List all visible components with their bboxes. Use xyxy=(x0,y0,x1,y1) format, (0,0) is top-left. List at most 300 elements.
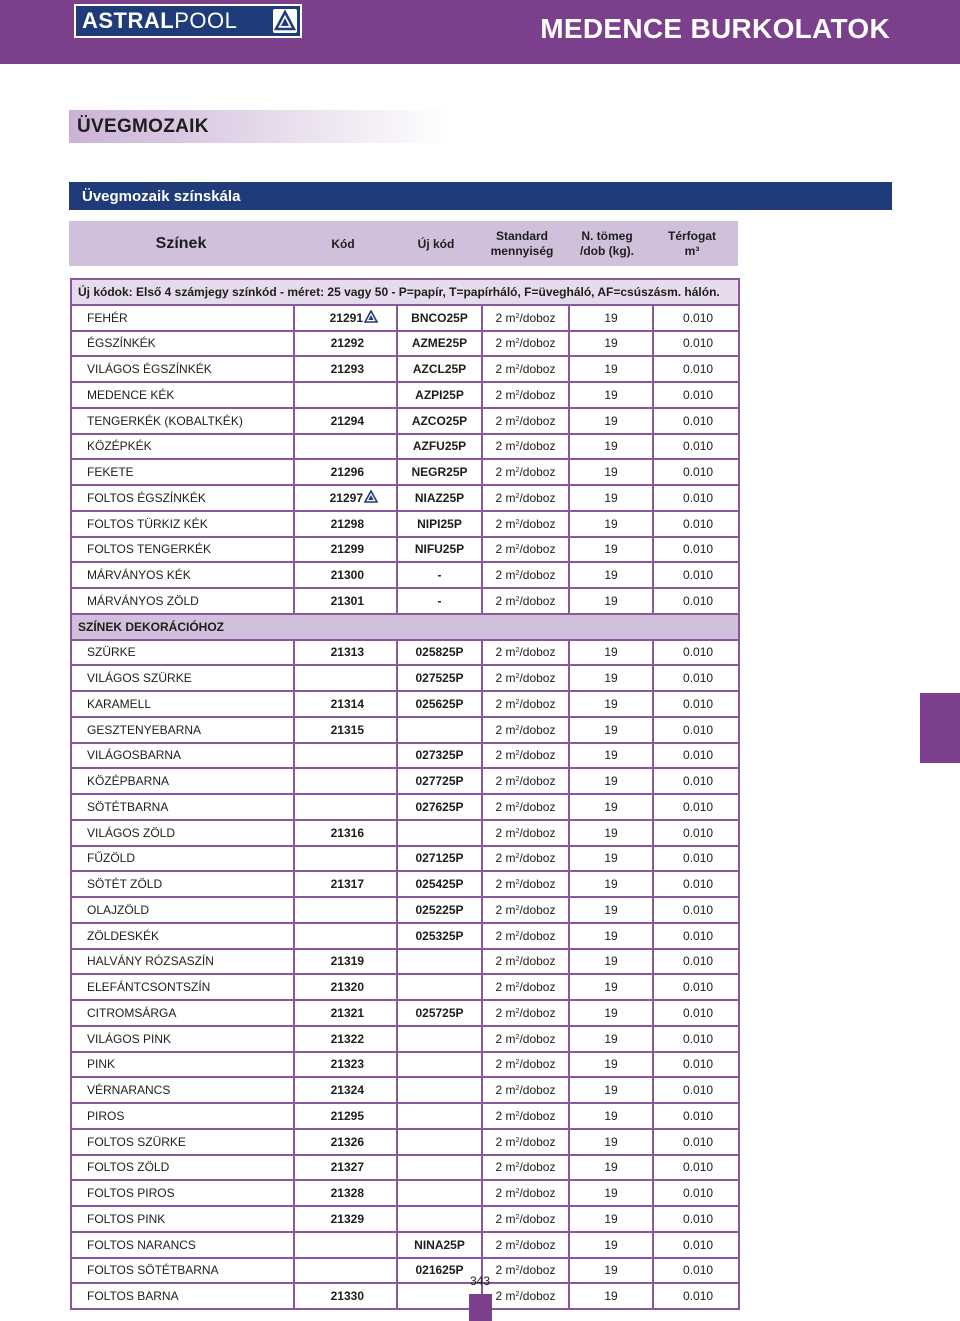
logo-text: ASTRALPOOL xyxy=(82,8,238,33)
standard-quantity-cell: 2 $m^2$/doboz xyxy=(482,511,569,537)
color-name-cell: SZÜRKE xyxy=(71,640,294,666)
new-code-cell: BNCO25P xyxy=(397,305,482,331)
code-value: 21319 xyxy=(330,954,364,969)
standard-quantity-cell: 2 $m^2$/doboz xyxy=(482,717,569,743)
volume-cell: 0.010 xyxy=(653,562,739,588)
code-value: 21316 xyxy=(330,825,364,840)
new-code-cell: AZCO25P xyxy=(397,408,482,434)
volume-cell: 0.010 xyxy=(653,356,739,382)
volume-cell: 0.010 xyxy=(653,1103,739,1129)
new-code-cell: 027725P xyxy=(397,768,482,794)
new-code-cell xyxy=(397,1206,482,1232)
net-weight-cell: 19 xyxy=(569,1283,653,1309)
color-name-cell: ÉGSZÍNKÉK xyxy=(71,331,294,357)
table-row xyxy=(71,1129,739,1155)
color-name-cell: FOLTOS BARNA xyxy=(71,1283,294,1309)
net-weight-cell: 19 xyxy=(569,331,653,357)
decoration-colors-group-label: SZÍNEK DEKORÁCIÓHOZ xyxy=(71,614,739,640)
volume-cell: 0.010 xyxy=(653,1258,739,1284)
volume-cell: 0.010 xyxy=(653,974,739,1000)
code-cell xyxy=(294,820,397,846)
color-name-cell: VÉRNARANCS xyxy=(71,1077,294,1103)
net-weight-cell: 19 xyxy=(569,356,653,382)
code-value: 21323 xyxy=(330,1057,364,1072)
net-weight-cell: 19 xyxy=(569,537,653,563)
code-value: 21299 xyxy=(330,542,364,557)
net-weight-cell: 19 xyxy=(569,1206,653,1232)
code-value: 21324 xyxy=(330,1083,364,1098)
standard-quantity-cell: 2 $m^2$/doboz xyxy=(482,1206,569,1232)
net-weight-cell: 19 xyxy=(569,511,653,537)
volume-cell: 0.010 xyxy=(653,459,739,485)
new-code-cell xyxy=(397,949,482,975)
color-name-cell: FOLTOS SZÜRKE xyxy=(71,1129,294,1155)
color-name-cell: FOLTOS NARANCS xyxy=(71,1232,294,1258)
standard-quantity-cell: 2 $m^2$/doboz xyxy=(482,794,569,820)
table-row xyxy=(71,588,739,614)
code-cell xyxy=(294,1052,397,1078)
table-row xyxy=(71,923,739,949)
code-value: 21315 xyxy=(330,722,364,737)
new-code-cell: AZCL25P xyxy=(397,356,482,382)
volume-cell: 0.010 xyxy=(653,537,739,563)
net-weight-cell: 19 xyxy=(569,434,653,460)
standard-quantity-cell: 2 $m^2$/doboz xyxy=(482,588,569,614)
standard-quantity-cell: 2 $m^2$/doboz xyxy=(482,949,569,975)
column-header-ntomeg: N. tömeg /dob (kg). xyxy=(580,228,634,258)
volume-cell: 0.010 xyxy=(653,588,739,614)
color-name-cell: CITROMSÁRGA xyxy=(71,1000,294,1026)
volume-cell: 0.010 xyxy=(653,305,739,331)
new-code-cell: 021625P xyxy=(397,1258,482,1284)
page-header xyxy=(0,0,960,64)
net-weight-cell: 19 xyxy=(569,717,653,743)
standard-quantity-cell: 2 $m^2$/doboz xyxy=(482,897,569,923)
standard-quantity-cell: 2 $m^2$/doboz xyxy=(482,1026,569,1052)
table-row xyxy=(71,1000,739,1026)
color-name-cell: VILÁGOS ÉGSZÍNKÉK xyxy=(71,356,294,382)
side-tab-marker xyxy=(920,693,960,763)
table-row xyxy=(71,974,739,1000)
volume-cell: 0.010 xyxy=(653,1206,739,1232)
net-weight-cell: 19 xyxy=(569,768,653,794)
column-header-uj-kod: Új kód xyxy=(417,236,455,251)
code-cell xyxy=(294,794,397,820)
net-weight-cell: 19 xyxy=(569,1129,653,1155)
new-code-cell: AZME25P xyxy=(397,331,482,357)
volume-cell: 0.010 xyxy=(653,949,739,975)
standard-quantity-cell: 2 $m^2$/doboz xyxy=(482,691,569,717)
volume-cell: 0.010 xyxy=(653,691,739,717)
color-name-cell: MEDENCE KÉK xyxy=(71,382,294,408)
code-cell xyxy=(294,588,397,614)
standard-quantity-cell: 2 $m^2$/doboz xyxy=(482,1180,569,1206)
color-name-cell: ZÖLDESKÉK xyxy=(71,923,294,949)
column-header-szinek: Színek xyxy=(155,234,207,252)
standard-quantity-cell: 2 $m^2$/doboz xyxy=(482,846,569,872)
color-name-cell: VILÁGOSBARNA xyxy=(71,743,294,769)
code-cell xyxy=(294,949,397,975)
table-row xyxy=(71,408,739,434)
code-value: 21327 xyxy=(330,1160,364,1175)
standard-quantity-cell: 2 $m^2$/doboz xyxy=(482,331,569,357)
new-code-cell: 025225P xyxy=(397,897,482,923)
code-cell xyxy=(294,434,397,460)
color-name-cell: FŰZÖLD xyxy=(71,846,294,872)
code-cell xyxy=(294,1077,397,1103)
new-code-cell xyxy=(397,1026,482,1052)
net-weight-cell: 19 xyxy=(569,1232,653,1258)
table-row xyxy=(71,665,739,691)
volume-cell: 0.010 xyxy=(653,1026,739,1052)
color-name-cell: KÖZÉPBARNA xyxy=(71,768,294,794)
net-weight-cell: 19 xyxy=(569,1052,653,1078)
code-format-note xyxy=(71,279,739,305)
color-name-cell: FOLTOS PIROS xyxy=(71,1180,294,1206)
net-weight-cell: 19 xyxy=(569,794,653,820)
volume-cell: 0.010 xyxy=(653,768,739,794)
color-name-cell: VILÁGOS SZÜRKE xyxy=(71,665,294,691)
standard-quantity-cell: 2 $m^2$/doboz xyxy=(482,1103,569,1129)
new-code-cell: NIPI25P xyxy=(397,511,482,537)
new-code-cell: NIFU25P xyxy=(397,537,482,563)
code-value: 21320 xyxy=(330,980,364,995)
net-weight-cell: 19 xyxy=(569,1155,653,1181)
code-cell xyxy=(294,305,397,331)
page-number: 343 xyxy=(469,1274,491,1288)
table-row xyxy=(71,640,739,666)
code-value: 21329 xyxy=(330,1211,364,1226)
table-row xyxy=(71,846,739,872)
new-code-cell xyxy=(397,974,482,1000)
table-row xyxy=(71,949,739,975)
code-cell xyxy=(294,923,397,949)
column-header-standard: Standard mennyiség xyxy=(490,228,554,258)
new-code-cell: 027125P xyxy=(397,846,482,872)
code-cell xyxy=(294,691,397,717)
table-row xyxy=(71,1103,739,1129)
volume-cell: 0.010 xyxy=(653,1155,739,1181)
color-name-cell: FOLTOS TÜRKIZ KÉK xyxy=(71,511,294,537)
new-code-cell: - xyxy=(397,588,482,614)
table-row xyxy=(71,1180,739,1206)
table-row xyxy=(71,1283,739,1309)
color-name-cell: SÖTÉTBARNA xyxy=(71,794,294,820)
new-code-cell: 025425P xyxy=(397,871,482,897)
code-cell xyxy=(294,1155,397,1181)
volume-cell: 0.010 xyxy=(653,408,739,434)
new-code-cell xyxy=(397,1052,482,1078)
table-row xyxy=(71,511,739,537)
decoration-colors-group xyxy=(71,614,739,640)
code-value: 21300 xyxy=(330,568,364,583)
table-row xyxy=(71,743,739,769)
volume-cell: 0.010 xyxy=(653,820,739,846)
table-row xyxy=(71,331,739,357)
table-row xyxy=(71,1258,739,1284)
volume-cell: 0.010 xyxy=(653,1232,739,1258)
code-cell xyxy=(294,640,397,666)
new-code-cell: AZPI25P xyxy=(397,382,482,408)
standard-quantity-cell: 2 $m^2$/doboz xyxy=(482,562,569,588)
net-weight-cell: 19 xyxy=(569,562,653,588)
new-code-cell: 025325P xyxy=(397,923,482,949)
standard-quantity-cell: 2 $m^2$/doboz xyxy=(482,305,569,331)
volume-cell: 0.010 xyxy=(653,382,739,408)
code-cell xyxy=(294,331,397,357)
net-weight-cell: 19 xyxy=(569,743,653,769)
section-title: ÜVEGMOZAIK xyxy=(69,110,449,143)
color-table xyxy=(70,278,740,1310)
table-row xyxy=(71,1077,739,1103)
standard-quantity-cell: 2 $m^2$/doboz xyxy=(482,820,569,846)
code-cell xyxy=(294,1000,397,1026)
code-value: 21314 xyxy=(330,696,364,711)
color-name-cell: FEHÉR xyxy=(71,305,294,331)
volume-cell: 0.010 xyxy=(653,485,739,511)
color-name-cell: MÁRVÁNYOS ZÖLD xyxy=(71,588,294,614)
standard-quantity-cell: 2 $m^2$/doboz xyxy=(482,1283,569,1309)
net-weight-cell: 19 xyxy=(569,305,653,331)
color-name-cell: GESZTENYEBARNA xyxy=(71,717,294,743)
code-value: 21301 xyxy=(330,593,364,608)
code-cell xyxy=(294,768,397,794)
code-cell xyxy=(294,717,397,743)
volume-cell: 0.010 xyxy=(653,331,739,357)
code-value: 21294 xyxy=(330,413,364,428)
net-weight-cell: 19 xyxy=(569,949,653,975)
volume-cell: 0.010 xyxy=(653,1000,739,1026)
volume-cell: 0.010 xyxy=(653,1283,739,1309)
astralpool-logo xyxy=(74,4,302,38)
code-cell xyxy=(294,485,397,511)
standard-quantity-cell: 2 $m^2$/doboz xyxy=(482,356,569,382)
net-weight-cell: 19 xyxy=(569,382,653,408)
standard-quantity-cell: 2 $m^2$/doboz xyxy=(482,665,569,691)
new-code-cell xyxy=(397,1155,482,1181)
net-weight-cell: 19 xyxy=(569,1103,653,1129)
standard-quantity-cell: 2 $m^2$/doboz xyxy=(482,1155,569,1181)
new-code-cell: 025825P xyxy=(397,640,482,666)
code-cell xyxy=(294,382,397,408)
color-name-cell: FOLTOS ZÖLD xyxy=(71,1155,294,1181)
volume-cell: 0.010 xyxy=(653,871,739,897)
net-weight-cell: 19 xyxy=(569,459,653,485)
new-code-cell xyxy=(397,717,482,743)
code-value: 21328 xyxy=(330,1186,364,1201)
table-row xyxy=(71,691,739,717)
code-value: 21292 xyxy=(330,336,364,351)
volume-cell: 0.010 xyxy=(653,1077,739,1103)
new-code-cell: NEGR25P xyxy=(397,459,482,485)
color-name-cell: PINK xyxy=(71,1052,294,1078)
net-weight-cell: 19 xyxy=(569,1077,653,1103)
standard-quantity-cell: 2 $m^2$/doboz xyxy=(482,640,569,666)
page-title: MEDENCE BURKOLATOK xyxy=(540,13,890,44)
code-cell xyxy=(294,846,397,872)
triangle-logo-icon xyxy=(364,490,378,504)
volume-cell: 0.010 xyxy=(653,1129,739,1155)
new-code-cell: NIAZ25P xyxy=(397,485,482,511)
code-cell xyxy=(294,1283,397,1309)
standard-quantity-cell: 2 $m^2$/doboz xyxy=(482,743,569,769)
table-row xyxy=(71,1026,739,1052)
color-name-cell: TENGERKÉK (KOBALTKÉK) xyxy=(71,408,294,434)
table-row xyxy=(71,305,739,331)
color-name-cell: MÁRVÁNYOS KÉK xyxy=(71,562,294,588)
code-value: 21330 xyxy=(330,1289,364,1304)
color-name-cell: ELEFÁNTCSONTSZÍN xyxy=(71,974,294,1000)
code-cell xyxy=(294,665,397,691)
standard-quantity-cell: 2 $m^2$/doboz xyxy=(482,871,569,897)
code-cell xyxy=(294,1103,397,1129)
volume-cell: 0.010 xyxy=(653,511,739,537)
code-cell xyxy=(294,1206,397,1232)
standard-quantity-cell: 2 $m^2$/doboz xyxy=(482,768,569,794)
color-name-cell: HALVÁNY RÓZSASZÍN xyxy=(71,949,294,975)
column-header-kod: Kód xyxy=(331,236,355,251)
code-value: 21295 xyxy=(330,1108,364,1123)
volume-cell: 0.010 xyxy=(653,1052,739,1078)
color-name-cell: VILÁGOS PINK xyxy=(71,1026,294,1052)
table-row xyxy=(71,1052,739,1078)
code-cell xyxy=(294,974,397,1000)
code-value: 21291 xyxy=(329,310,363,325)
standard-quantity-cell: 2 $m^2$/doboz xyxy=(482,1000,569,1026)
table-row xyxy=(71,717,739,743)
net-weight-cell: 19 xyxy=(569,871,653,897)
code-value: 21296 xyxy=(330,465,364,480)
table-row xyxy=(71,485,739,511)
volume-cell: 0.010 xyxy=(653,923,739,949)
table-row xyxy=(71,820,739,846)
new-code-cell: AZFU25P xyxy=(397,434,482,460)
standard-quantity-cell: 2 $m^2$/doboz xyxy=(482,974,569,1000)
standard-quantity-cell: 2 $m^2$/doboz xyxy=(482,434,569,460)
subsection-title: Üvegmozaik színskála xyxy=(69,182,892,210)
code-cell xyxy=(294,1232,397,1258)
code-value: 21326 xyxy=(330,1134,364,1149)
column-header-terfogat: Térfogat m³ xyxy=(668,228,716,258)
new-code-cell: 025625P xyxy=(397,691,482,717)
color-name-cell: FOLTOS SÖTÉTBARNA xyxy=(71,1258,294,1284)
table-row xyxy=(71,356,739,382)
net-weight-cell: 19 xyxy=(569,1180,653,1206)
volume-cell: 0.010 xyxy=(653,794,739,820)
net-weight-cell: 19 xyxy=(569,485,653,511)
table-row xyxy=(71,871,739,897)
table-row xyxy=(71,382,739,408)
standard-quantity-cell: 2 $m^2$/doboz xyxy=(482,1232,569,1258)
volume-cell: 0.010 xyxy=(653,434,739,460)
code-cell xyxy=(294,871,397,897)
net-weight-cell: 19 xyxy=(569,408,653,434)
volume-cell: 0.010 xyxy=(653,846,739,872)
color-name-cell: KÖZÉPKÉK xyxy=(71,434,294,460)
triangle-logo-icon xyxy=(364,310,378,324)
logo-triangle-icon xyxy=(273,9,297,33)
color-name-cell: OLAJZÖLD xyxy=(71,897,294,923)
code-cell xyxy=(294,537,397,563)
volume-cell: 0.010 xyxy=(653,717,739,743)
new-code-cell: - xyxy=(397,562,482,588)
code-cell xyxy=(294,1258,397,1284)
net-weight-cell: 19 xyxy=(569,665,653,691)
new-code-cell xyxy=(397,1103,482,1129)
code-cell xyxy=(294,897,397,923)
code-cell xyxy=(294,511,397,537)
code-cell xyxy=(294,743,397,769)
standard-quantity-cell: 2 $m^2$/doboz xyxy=(482,1258,569,1284)
code-value: 21313 xyxy=(330,645,364,660)
color-name-cell: FOLTOS PINK xyxy=(71,1206,294,1232)
volume-cell: 0.010 xyxy=(653,743,739,769)
standard-quantity-cell: 2 $m^2$/doboz xyxy=(482,408,569,434)
table-row xyxy=(71,1155,739,1181)
new-code-cell: NINA25P xyxy=(397,1232,482,1258)
new-code-cell: 027525P xyxy=(397,665,482,691)
code-value: 21298 xyxy=(330,516,364,531)
code-cell xyxy=(294,408,397,434)
volume-cell: 0.010 xyxy=(653,665,739,691)
code-cell xyxy=(294,1026,397,1052)
standard-quantity-cell: 2 $m^2$/doboz xyxy=(482,537,569,563)
color-name-cell: FEKETE xyxy=(71,459,294,485)
table-row xyxy=(71,768,739,794)
net-weight-cell: 19 xyxy=(569,640,653,666)
code-format-note-label: Új kódok: Első 4 számjegy színkód - méret: 25 vagy 50 - P=papír, T=papírháló, F=üvegháló, AF=csúszásm. hálón. xyxy=(71,279,739,305)
net-weight-cell: 19 xyxy=(569,1000,653,1026)
standard-quantity-cell: 2 $m^2$/doboz xyxy=(482,923,569,949)
color-name-cell: SÖTÉT ZÖLD xyxy=(71,871,294,897)
net-weight-cell: 19 xyxy=(569,588,653,614)
table-row xyxy=(71,537,739,563)
color-name-cell: FOLTOS ÉGSZÍNKÉK xyxy=(71,485,294,511)
net-weight-cell: 19 xyxy=(569,691,653,717)
new-code-cell: 027625P xyxy=(397,794,482,820)
color-name-cell: FOLTOS TENGERKÉK xyxy=(71,537,294,563)
code-cell xyxy=(294,356,397,382)
code-value: 21322 xyxy=(330,1031,364,1046)
net-weight-cell: 19 xyxy=(569,820,653,846)
new-code-cell: 025725P xyxy=(397,1000,482,1026)
table-column-header xyxy=(69,221,738,266)
net-weight-cell: 19 xyxy=(569,846,653,872)
net-weight-cell: 19 xyxy=(569,974,653,1000)
code-cell xyxy=(294,459,397,485)
new-code-cell: 027325P xyxy=(397,743,482,769)
table-row xyxy=(71,1206,739,1232)
code-value: 21297 xyxy=(329,490,363,505)
standard-quantity-cell: 2 $m^2$/doboz xyxy=(482,485,569,511)
code-value: 21317 xyxy=(330,877,364,892)
code-cell xyxy=(294,1129,397,1155)
net-weight-cell: 19 xyxy=(569,1258,653,1284)
standard-quantity-cell: 2 $m^2$/doboz xyxy=(482,382,569,408)
table-row xyxy=(71,434,739,460)
code-value: 21293 xyxy=(330,362,364,377)
code-cell xyxy=(294,562,397,588)
new-code-cell xyxy=(397,820,482,846)
standard-quantity-cell: 2 $m^2$/doboz xyxy=(482,459,569,485)
code-value: 21321 xyxy=(330,1005,364,1020)
volume-cell: 0.010 xyxy=(653,897,739,923)
new-code-cell xyxy=(397,1129,482,1155)
net-weight-cell: 19 xyxy=(569,897,653,923)
net-weight-cell: 19 xyxy=(569,1026,653,1052)
volume-cell: 0.010 xyxy=(653,1180,739,1206)
color-name-cell: VILÁGOS ZÖLD xyxy=(71,820,294,846)
